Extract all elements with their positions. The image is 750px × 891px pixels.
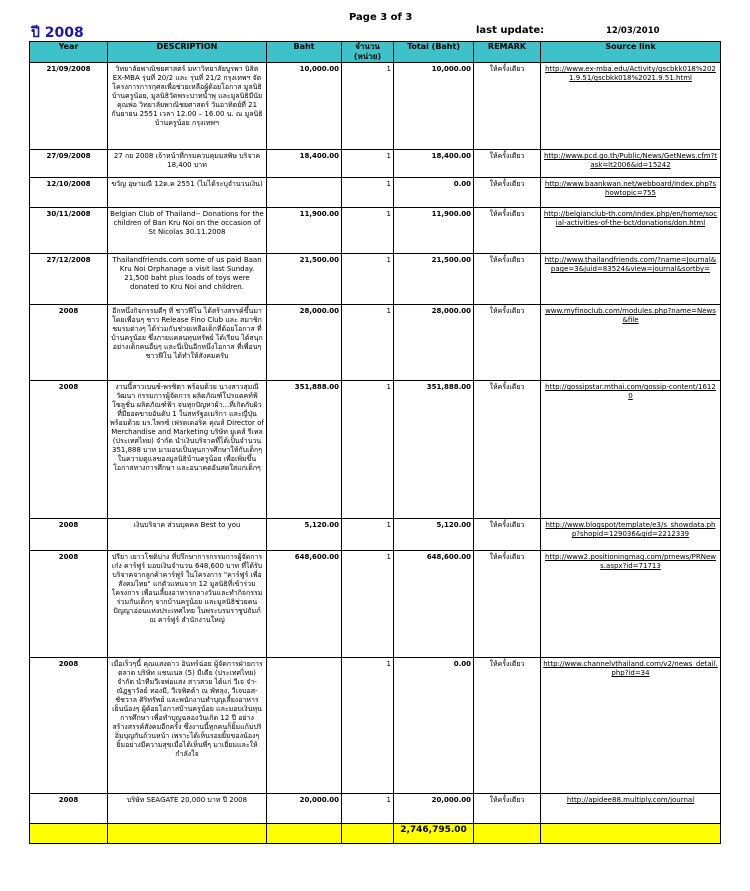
row-quantity: 1 (342, 519, 394, 551)
row-year: 21/09/2008 (30, 63, 108, 150)
row-source-link[interactable]: http://www.baankwan.net/webboard/index.php?showtopic=755 (541, 178, 721, 208)
row-source-link[interactable]: http://www.pcd.go.th/Public/News/GetNews.cfm?task=lt2006&id=15242 (541, 150, 721, 178)
page-number-label: Page 3 of 3 (349, 12, 413, 23)
row-baht: 5,120.00 (267, 519, 342, 551)
row-source-link[interactable]: http://www2.positioningmag.com/prnews/PRNews.aspx?id=71713 (541, 551, 721, 658)
row-remark: ให้ครั้งเดียว (474, 794, 541, 824)
row-quantity: 1 (342, 63, 394, 150)
row-remark: ให้ครั้งเดียว (474, 254, 541, 305)
total-empty-cell (342, 824, 394, 844)
row-source-link[interactable]: http://apidee88.multiply.com/journal (541, 794, 721, 824)
row-year: 30/11/2008 (30, 208, 108, 254)
row-remark: ให้ครั้งเดียว (474, 658, 541, 794)
row-quantity: 1 (342, 658, 394, 794)
row-description: เงินบริจาค ส่วนบุคคล Best to you (108, 519, 267, 551)
row-description: ขวัญ อุษามณี 12ต.ค 2551 (ไม่ได้ระบุจำนวนเงิน) (108, 178, 267, 208)
row-total: 5,120.00 (394, 519, 474, 551)
row-quantity: 1 (342, 551, 394, 658)
col-header-year: Year (30, 42, 108, 63)
row-baht (267, 178, 342, 208)
row-quantity: 1 (342, 794, 394, 824)
col-header-quantity: จำนวน (หน่วย) (342, 42, 394, 63)
row-remark: ให้ครั้งเดียว (474, 63, 541, 150)
row-quantity: 1 (342, 208, 394, 254)
table-row (30, 305, 721, 381)
table-row (30, 519, 721, 551)
total-empty-cell (108, 824, 267, 844)
row-remark: ให้ครั้งเดียว (474, 305, 541, 381)
row-remark: ให้ครั้งเดียว (474, 519, 541, 551)
total-empty-cell (267, 824, 342, 844)
row-baht: 18,400.00 (267, 150, 342, 178)
row-year: 2008 (30, 658, 108, 794)
row-remark: ให้ครั้งเดียว (474, 178, 541, 208)
col-header-description: DESCRIPTION (108, 42, 267, 63)
row-description: วิทยาลัยพาณิชยศาสตร์ มหาวิทยาลัยบูรพา นิสิต EX-MBA รุ่นที่ 20/2 และ รุ่นที่ 21/2 กรุงเทพฯ จัดโครงการการกุศลเพื่อช่วยเหลือผู้ด้อยโอกาส มูลนิธิบ้านครูน้อย, มูลนิธิวัดพระบาทน้ำพุ และมูลนิธิมีนัย คุณพ่อ วิทยาลัยพาณิชยศาสตร์ วันอาทิตย์ที่ 21 กันยายน 2551 เวลา 12.00 – 16.00 น. ณ มูลนิธิบ้านครูน้อย กรุงเทพฯ (108, 63, 267, 150)
table-row (30, 794, 721, 824)
total-empty-cell (30, 824, 108, 844)
row-quantity: 1 (342, 305, 394, 381)
row-source-link[interactable]: http://www.ex-mba.edu/Activity/gscbkk018%2021.9.51/gscbkk018%2021.9.51.html (541, 63, 721, 150)
row-year: 2008 (30, 794, 108, 824)
row-remark: ให้ครั้งเดียว (474, 150, 541, 178)
row-remark: ให้ครั้งเดียว (474, 381, 541, 519)
row-source-link[interactable]: www.myfinoclub.com/modules.php?name=News&file (541, 305, 721, 381)
row-source-link[interactable]: http://belgianclub-th.com/index.php/en/home/social-activities-of-the-bct/donations/don.html (541, 208, 721, 254)
row-remark: ให้ครั้งเดียว (474, 551, 541, 658)
grand-total-row (30, 824, 721, 844)
col-header-source-link: Source link (541, 42, 721, 63)
last-update-date: 12/03/2010 (606, 26, 660, 36)
row-description: อีกหนึ่งกิจกรรมดีๆ ที่ ชาวฟีโน ได้สร้างสรรค์ขึ้นมา โดยเพื่อนๆ ชาว Release Fino Club และ สมาชิกชมรมต่างๆ ได้ร่วมกันช่วยเหลือเด็กที่ด้อยโอกาส ที่บ้านครูน้อย ซึ่งภายแคลนทุนทรัพย์ ได้เรียน ได้สนุก อย่างเด็กคนอื่นๆ และนี่เป็นอีกหนึ่งโอกาส ที่เพื่อนๆ ชาวฟีโน ได้ทำให้สังคมครับ (108, 305, 267, 381)
row-description: 27 กย 2008 เจ้าหน้าที่กรมควบคุมมลพิษ บริจาค 18,400 บาท (108, 150, 267, 178)
row-description: บริษัท SEAGATE 20,000 บาท ปี 2008 (108, 794, 267, 824)
row-quantity: 1 (342, 381, 394, 519)
col-header-remark: REMARK (474, 42, 541, 63)
row-description: Belgian Club of Thailand-- Donations for the children of Ban Kru Noi on the occasion of St Nicolas 30.11.2008 (108, 208, 267, 254)
last-update-label: last update: (476, 25, 545, 36)
row-quantity: 1 (342, 178, 394, 208)
row-year: 2008 (30, 381, 108, 519)
row-total: 20,000.00 (394, 794, 474, 824)
row-baht: 648,600.00 (267, 551, 342, 658)
row-baht: 28,000.00 (267, 305, 342, 381)
row-baht: 351,888.00 (267, 381, 342, 519)
table-row (30, 63, 721, 150)
row-year: 2008 (30, 305, 108, 381)
row-description: เมื่อเร็วๆนี้ คุณแสงดาว อินทร์ฉ่อย ผู้จัดการฝ่ายการตลาด บริษัท แชนเนล (5) มีเดีย (ประเทศไทย) จำกัด นำทีมวีเจพ่อแสง สาวสวย ได้แก่ วีเจ จ๋า-ณัฏฐาวัลย์ ทองมี, วีเจพิตต้า ณ พัทลุง, วีเจบอส-ชัชวาล ศิริทรัพย์ และพนักงานทำบุญเลี้ยงอาหารเย็นน้องๆ ผู้ด้อยโอกาสบ้านครูน้อย และมอบเงินทุนการศึกษา เพื่อทำบุญฉลองวันเกิด 12 ปี อย่างสร้างสรรค์สังคมอีกครั้ง ซึ่งงานนี้ทุกคนก็ยิ้มแก้มปริ อิ่มบุญกันถ้วนหน้า เพราะได้เห็นรอยยิ้มของน้องๆ ยิ้มอย่างมีความสุขเมื่อได้เห็นพี่ๆ มาเยี่ยมและให้กำลังใจ (108, 658, 267, 794)
row-total: 18,400.00 (394, 150, 474, 178)
donation-table (29, 41, 721, 844)
row-quantity: 1 (342, 254, 394, 305)
table-row (30, 150, 721, 178)
row-baht: 20,000.00 (267, 794, 342, 824)
row-quantity: 1 (342, 150, 394, 178)
row-year: 2008 (30, 519, 108, 551)
col-header-baht: Baht (267, 42, 342, 63)
row-year: 27/12/2008 (30, 254, 108, 305)
row-year: 27/09/2008 (30, 150, 108, 178)
row-year: 2008 (30, 551, 108, 658)
row-total: 0.00 (394, 178, 474, 208)
table-row (30, 208, 721, 254)
row-source-link[interactable]: http://gossipstar.mthai.com/gossip-content/16120 (541, 381, 721, 519)
table-row (30, 178, 721, 208)
table-row (30, 658, 721, 794)
row-total: 648,600.00 (394, 551, 474, 658)
year-title: ปี 2008 (31, 25, 84, 41)
row-total: 0.00 (394, 658, 474, 794)
row-source-link[interactable]: http://www.blogspot/template/e3/s_showdata.php?shopid=129036&qid=2212339 (541, 519, 721, 551)
row-total: 28,000.00 (394, 305, 474, 381)
row-year: 12/10/2008 (30, 178, 108, 208)
table-row (30, 551, 721, 658)
row-description: Thailandfriends.com some of us paid Baan Kru Noi Orphanage a visit last Sunday. 21,500 baht plus loads of toys were donated to Kru Noi and children. (108, 254, 267, 305)
row-total: 10,000.00 (394, 63, 474, 150)
row-total: 11,900.00 (394, 208, 474, 254)
total-empty-cell (474, 824, 541, 844)
row-description: ปรียา เยาวโชติบ่าง ที่ปรึกษาการกรรมการผู้จัดการ เก๋ง คาร์ฟูร์ มอบเงินจำนวน 648,600 บาท ที่ได้รับบริจาคจากลูกค้าคาร์ฟูร์ ในโครงการ "คาร์ฟูร์ เพื่อสังคมไทย" แก่ตัวแทนจาก 12 มูลนิธิที่เข้าร่วมโครงการ เพื่อนเลี้ยงอาหารกลางวันและทำกิจกรรมร่วมกันเด็กๆ จากบ้านครูน้อย และมูลนิธิช่วยคนปัญญาอ่อนแห่งประเทศไทย ในพระบรมราชูปถัมภ์ ณ คาร์ฟูร์ สำนักงานใหญ่ (108, 551, 267, 658)
col-header-total: Total (Baht) (394, 42, 474, 63)
table-row (30, 254, 721, 305)
table-row (30, 381, 721, 519)
row-baht: 21,500.00 (267, 254, 342, 305)
row-source-link[interactable]: http://www.channelvthailand.com/v2/news_detail.php?id=34 (541, 658, 721, 794)
total-empty-cell (541, 824, 721, 844)
row-total: 21,500.00 (394, 254, 474, 305)
row-remark: ให้ครั้งเดียว (474, 208, 541, 254)
row-baht: 10,000.00 (267, 63, 342, 150)
row-description: งานนี้สาวเบนซ์-พรชิตา พร้อมด้วย นางสาวสุมณี วัฒนา กรรมการผู้จัดการ ผลิตภัณฑ์โปรแดคท์ฟ้ โซลูชั่น ผลิตภัณฑ์ฟ้า จนทุกปัญหาผ้า...ที่เกิดกับผิว ที่มียอดขายอันดับ 1 ในสหรัฐอเมริกา และญี่ปุ่น พร้อมด้วย มร.ไพรซ์ เฟรดเดอริค คุณส์ Director of Merchandise and Marketing บริษัท ยูเคส์ รีเทล (ประเทศไทย) จำกัด นำเงินบริจาคที่ได้เป็นจำนวน 351,888 บาท มามอบเป็นทุนการศึกษาให้กับเด็กๆ ในความดูแลของมูลนิธิบ้านครูน้อย เพื่อเพิ่มขึ้นโอกาสทางการศึกษา และอนาคตอันสดใสแก่เด็กๆ (108, 381, 267, 519)
row-baht (267, 658, 342, 794)
row-total: 351,888.00 (394, 381, 474, 519)
table-header-row (30, 42, 721, 63)
grand-total-value: 2,746,795.00 (394, 824, 474, 844)
row-source-link[interactable]: http://www.thailandfriends.com/?name=Journal&page=3&juid=83524&view=journal&sortby= (541, 254, 721, 305)
row-baht: 11,900.00 (267, 208, 342, 254)
